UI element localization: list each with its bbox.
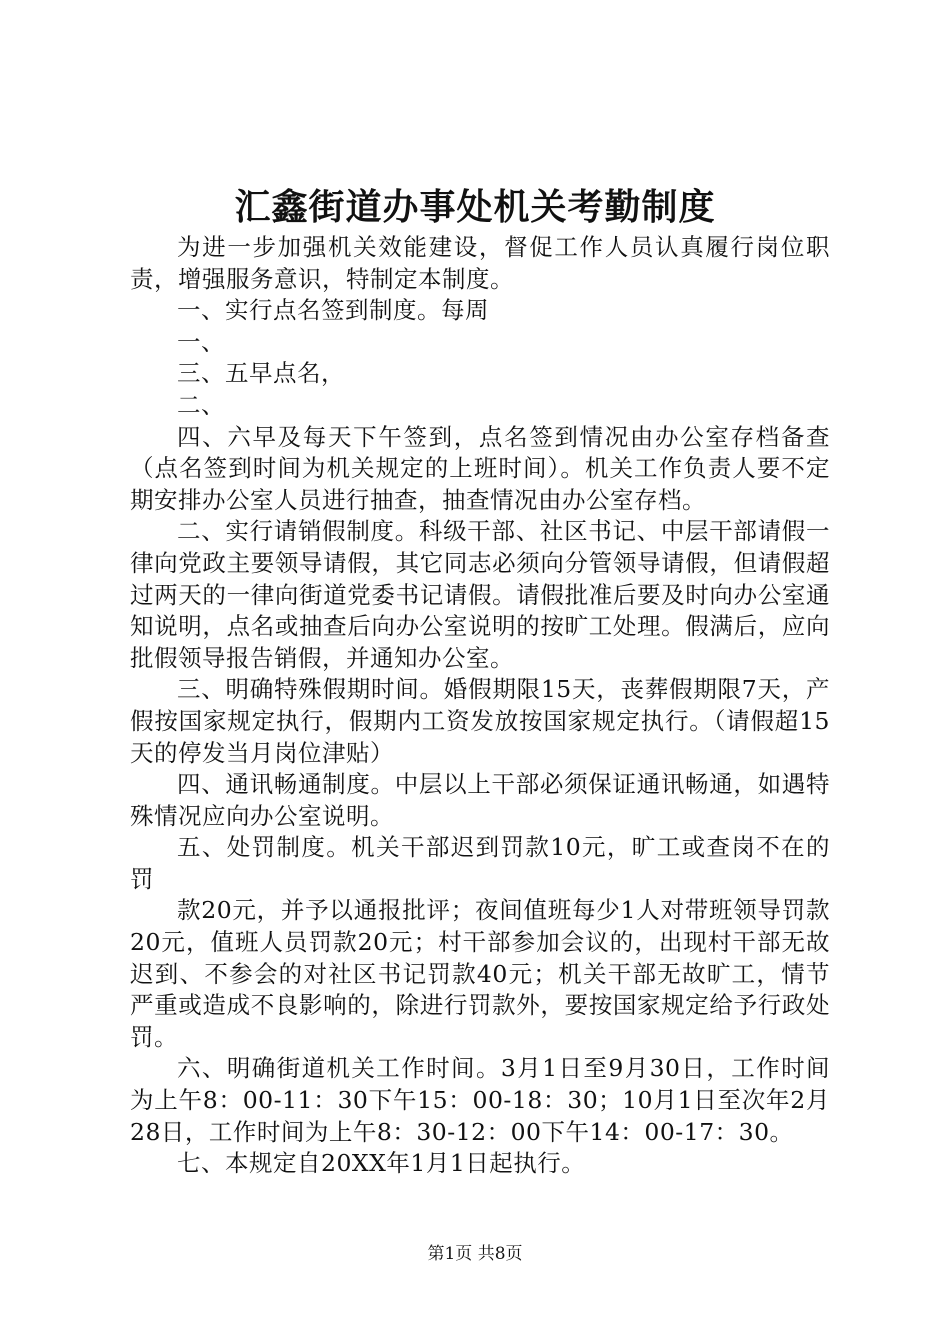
paragraph-intro: 为进一步加强机关效能建设，督促工作人员认真履行岗位职责，增强服务意识，特制定本制度。	[130, 233, 830, 293]
paragraph-fragment-2: 三、五早点名，	[177, 359, 345, 388]
paragraph-roll-call: 一、实行点名签到制度。每周	[177, 296, 489, 325]
paragraph-special-leave: 三、明确特殊假期时间。婚假期限15天，丧葬假期限7天，产假按国家规定执行，假期内工资发放按国家规定执行。（请假超15天的停发当月岗位津贴）	[130, 675, 830, 767]
paragraph-fragment-3: 二、	[177, 390, 225, 419]
document-title: 汇鑫街道办事处机关考勤制度	[234, 186, 716, 228]
paragraph-penalty-continued: 款20元，并予以通报批评；夜间值班每少1人对带班领导罚款20元，值班人员罚款20元；村干部参加会议的，出现村干部无故迟到、不参会的对社区书记罚款40元；机关干部无故旷工，情节严重或造成不良影响的，除进行罚款外，要按国家规定给予行政处罚。	[130, 896, 830, 1051]
paragraph-communication: 四、通讯畅通制度。中层以上干部必须保证通讯畅通，如遇特殊情况应向办公室说明。	[130, 770, 830, 830]
paragraph-penalty: 五、处罚制度。机关干部迟到罚款10元，旷工或查岗不在的罚	[130, 833, 830, 893]
paragraph-fragment-1: 一、	[177, 327, 225, 356]
paragraph-sign-in: 四、六早及每天下午签到，点名签到情况由办公室存档备查（点名签到时间为机关规定的上班时间）。机关工作负责人要不定期安排办公室人员进行抽查，抽查情况由办公室存档。	[130, 422, 830, 514]
paragraph-leave: 二、实行请销假制度。科级干部、社区书记、中层干部请假一律向党政主要领导请假，其它同志必须向分管领导请假，但请假超过两天的一律向街道党委书记请假。请假批准后要及时向办公室通知说明，点名或抽查后向办公室说明的按旷工处理。假满后，应向批假领导报告销假，并通知办公室。	[130, 517, 830, 672]
document-body	[130, 232, 830, 1180]
page-number-footer: 第1页 共8页	[427, 1244, 523, 1264]
paragraph-effective-date: 七、本规定自20XX年1月1日起执行。	[177, 1149, 586, 1178]
paragraph-working-hours: 六、明确街道机关工作时间。3月1日至9月30日，工作时间为上午8：00-11：30下午15：00-18：30；10月1日至次年2月28日，工作时间为上午8：30-12：00下午14：00-17：30。	[130, 1054, 830, 1146]
